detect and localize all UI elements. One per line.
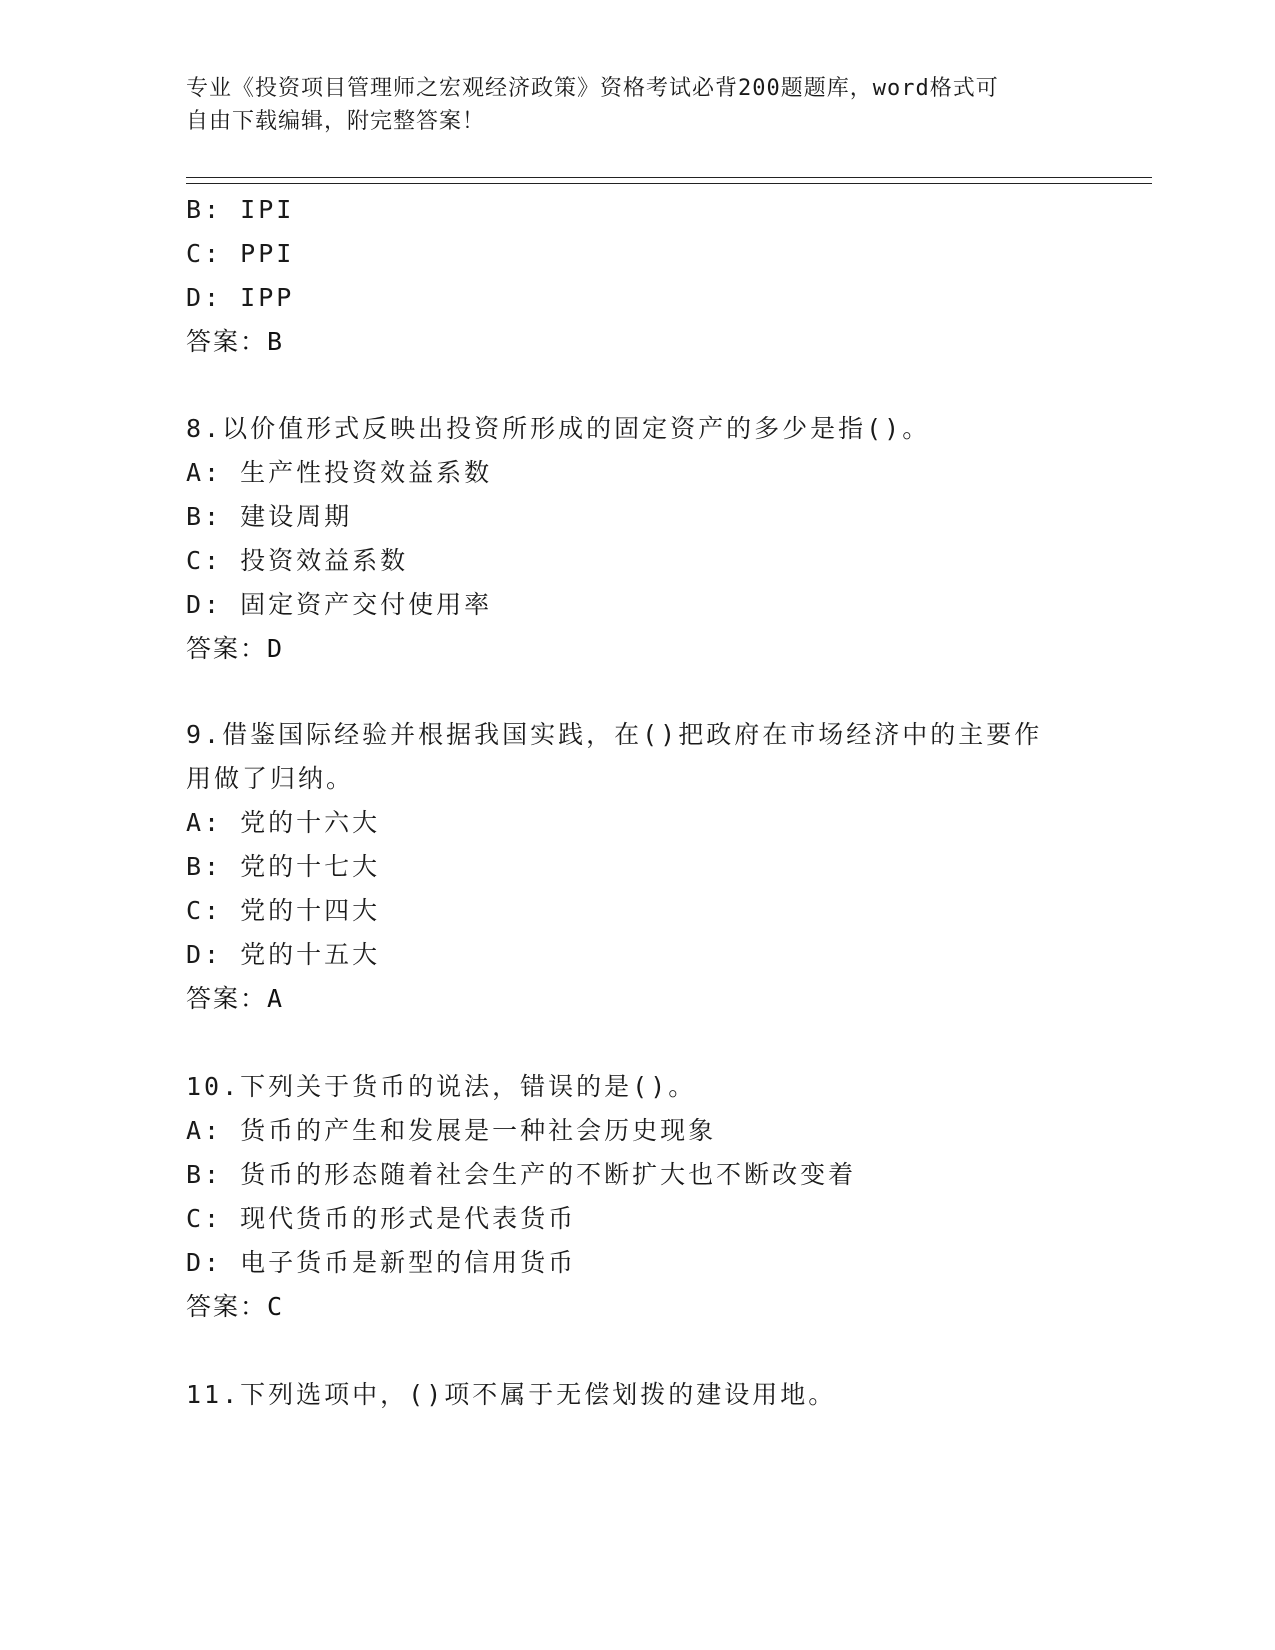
q9-option-b: B: 党的十七大 <box>186 852 381 881</box>
q11-question: 11.下列选项中，()项不属于无偿划拨的建设用地。 <box>186 1380 837 1409</box>
q9-question-line1: 9.借鉴国际经验并根据我国实践，在()把政府在市场经济中的主要作 <box>186 720 1043 749</box>
q10-question: 10.下列关于货币的说法，错误的是()。 <box>186 1072 697 1101</box>
q9-option-d: D: 党的十五大 <box>186 940 381 969</box>
q9-question-line2: 用做了归纳。 <box>186 764 355 793</box>
q10-answer: 答案：C <box>186 1292 285 1321</box>
q9-answer: 答案：A <box>186 984 285 1013</box>
q7-option-c: C: PPI <box>186 239 295 268</box>
q8-option-a: A: 生产性投资效益系数 <box>186 458 493 487</box>
q8-option-d: D: 固定资产交付使用率 <box>186 590 493 619</box>
document-header <box>186 72 1086 138</box>
header-divider-top <box>186 177 1152 178</box>
q9-option-a: A: 党的十六大 <box>186 808 381 837</box>
q10-option-b: B: 货币的形态随着社会生产的不断扩大也不断改变着 <box>186 1160 857 1189</box>
q7-option-d: D: IPP <box>186 283 295 312</box>
q7-answer: 答案：B <box>186 327 285 356</box>
q9-option-c: C: 党的十四大 <box>186 896 381 925</box>
header-title-line1: 专业《投资项目管理师之宏观经济政策》资格考试必背200题题库，word格式可 <box>186 76 999 101</box>
header-title-line2: 自由下载编辑，附完整答案！ <box>186 109 486 134</box>
q10-option-c: C: 现代货币的形式是代表货币 <box>186 1204 577 1233</box>
q8-answer: 答案：D <box>186 634 285 663</box>
q8-option-b: B: 建设周期 <box>186 502 353 531</box>
header-divider-bottom <box>186 183 1152 184</box>
q10-option-d: D: 电子货币是新型的信用货币 <box>186 1248 577 1277</box>
q7-option-b: B: IPI <box>186 195 295 224</box>
q8-question: 8.以价值形式反映出投资所形成的固定资产的多少是指()。 <box>186 414 931 443</box>
q8-option-c: C: 投资效益系数 <box>186 546 409 575</box>
q10-option-a: A: 货币的产生和发展是一种社会历史现象 <box>186 1116 717 1145</box>
